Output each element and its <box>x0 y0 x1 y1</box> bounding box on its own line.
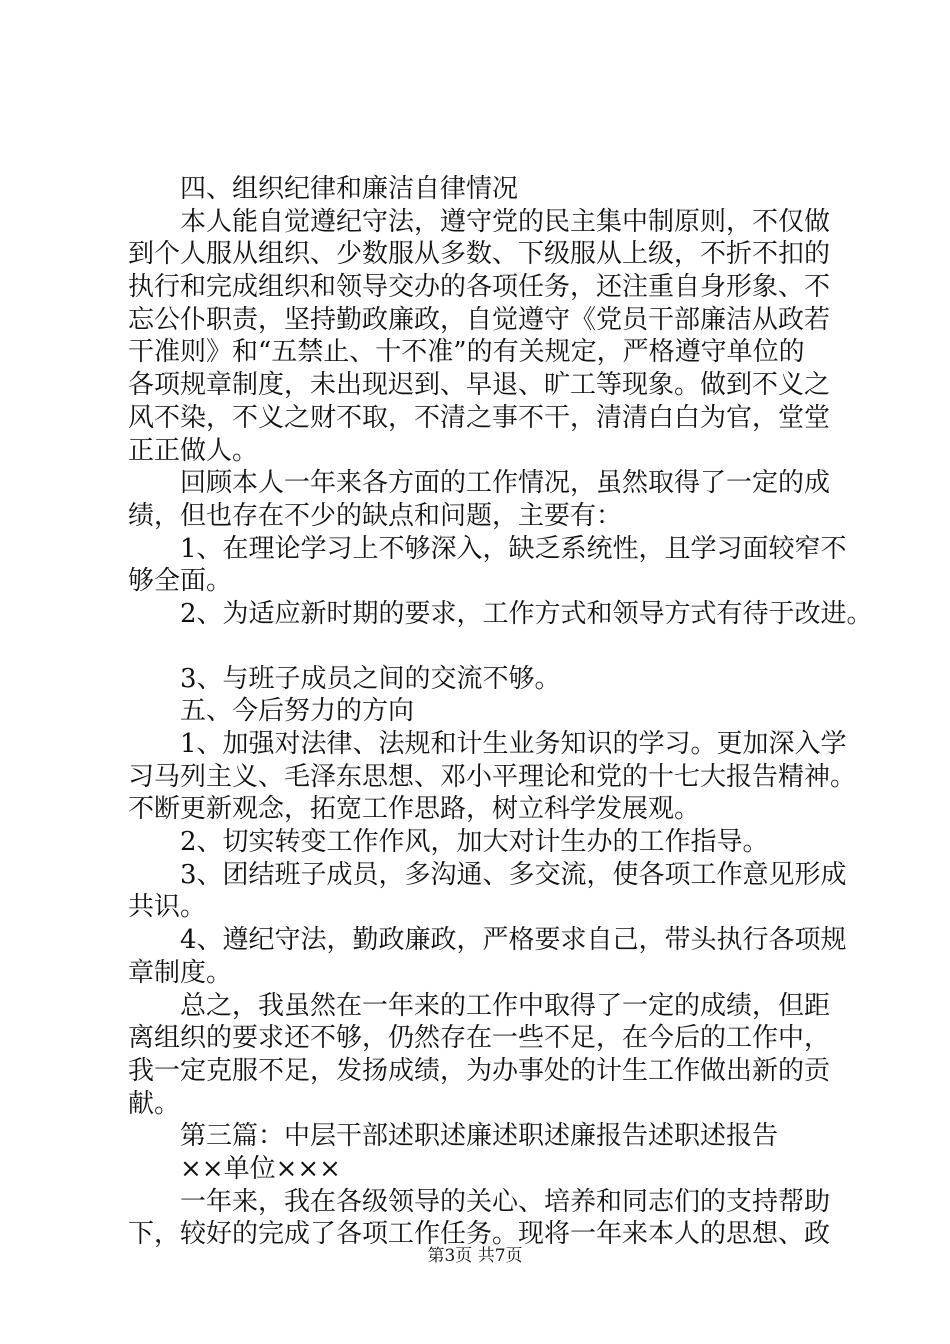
text-line: 习马列主义、毛泽东思想、邓小平理论和党的十七大报告精神。 <box>128 761 857 792</box>
text-line: 五、今后努力的方向 <box>180 696 415 727</box>
text-line: 到个人服从组织、少数服从多数、下级服从上级，不折不扣的 <box>128 239 831 270</box>
text-line: 忘公仆职责，坚持勤政廉政，自觉遵守《党员干部廉洁从政若 <box>128 304 831 335</box>
text-line: 干准则》和“五禁止、十不准”的有关规定，严格遵守单位的 <box>128 337 805 368</box>
text-line: 风不染，不义之财不取，不清之事不干，清清白白为官，堂堂 <box>128 402 831 433</box>
text-line: 3、与班子成员之间的交流不够。 <box>180 663 561 694</box>
text-line: ××单位××× <box>180 1153 341 1184</box>
text-line: 1、加强对法律、法规和计生业务知识的学习。更加深入学 <box>180 729 847 759</box>
text-line: 一年来，我在各级领导的关心、培养和同志们的支持帮助 <box>180 1186 831 1217</box>
text-line: 回顾本人一年来各方面的工作情况，虽然取得了一定的成 <box>180 468 831 499</box>
text-line: 正正做人。 <box>128 435 259 466</box>
text-line: 各项规章制度，未出现迟到、早退、旷工等现象。做到不义之 <box>128 370 831 401</box>
text-line: 1、在理论学习上不够深入，缺乏系统性，且学习面较窄不 <box>180 533 847 564</box>
text-line: 共识。 <box>128 892 207 923</box>
text-line: 我一定克服不足，发扬成绩，为办事处的计生工作做出新的贡 <box>128 1055 831 1086</box>
text-line: 本人能自觉遵纪守法，遵守党的民主集中制原则，不仅做 <box>180 206 831 237</box>
text-line: 四、组织纪律和廉洁自律情况 <box>180 174 519 204</box>
blank-line <box>128 631 843 663</box>
text-line: 献。 <box>128 1088 181 1119</box>
text-line: 不断更新观念，拓宽工作思路，树立科学发展观。 <box>128 794 701 825</box>
text-line: 绩，但也存在不少的缺点和问题，主要有： <box>128 500 623 531</box>
text-line: 4、遵纪守法，勤政廉政，严格要求自己，带头执行各项规 <box>180 925 847 956</box>
text-line: 执行和完成组织和领导交办的各项任务，还注重自身形象、不 <box>128 272 831 303</box>
text-line: 3、团结班子成员，多沟通、多交流，使各项工作意见形成 <box>180 859 847 890</box>
text-line: 章制度。 <box>128 957 233 988</box>
text-line: 总之，我虽然在一年来的工作中取得了一定的成绩，但距 <box>180 990 831 1021</box>
page-footer: 第3页 共7页 <box>427 1246 523 1266</box>
text-line: 2、为适应新时期的要求，工作方式和领导方式有待于改进。 <box>180 598 873 629</box>
text-line: 第三篇：中层干部述职述廉述职述廉报告述职述报告 <box>180 1121 779 1152</box>
document-body <box>128 173 873 1251</box>
text-line: 下，较好的完成了各项工作任务。现将一年来本人的思想、政 <box>128 1219 831 1250</box>
text-line: 够全面。 <box>128 566 233 597</box>
text-line: 离组织的要求还不够，仍然存在一些不足，在今后的工作中， <box>128 1023 831 1054</box>
text-line: 2、切实转变工作作风，加大对计生办的工作指导。 <box>180 827 769 858</box>
